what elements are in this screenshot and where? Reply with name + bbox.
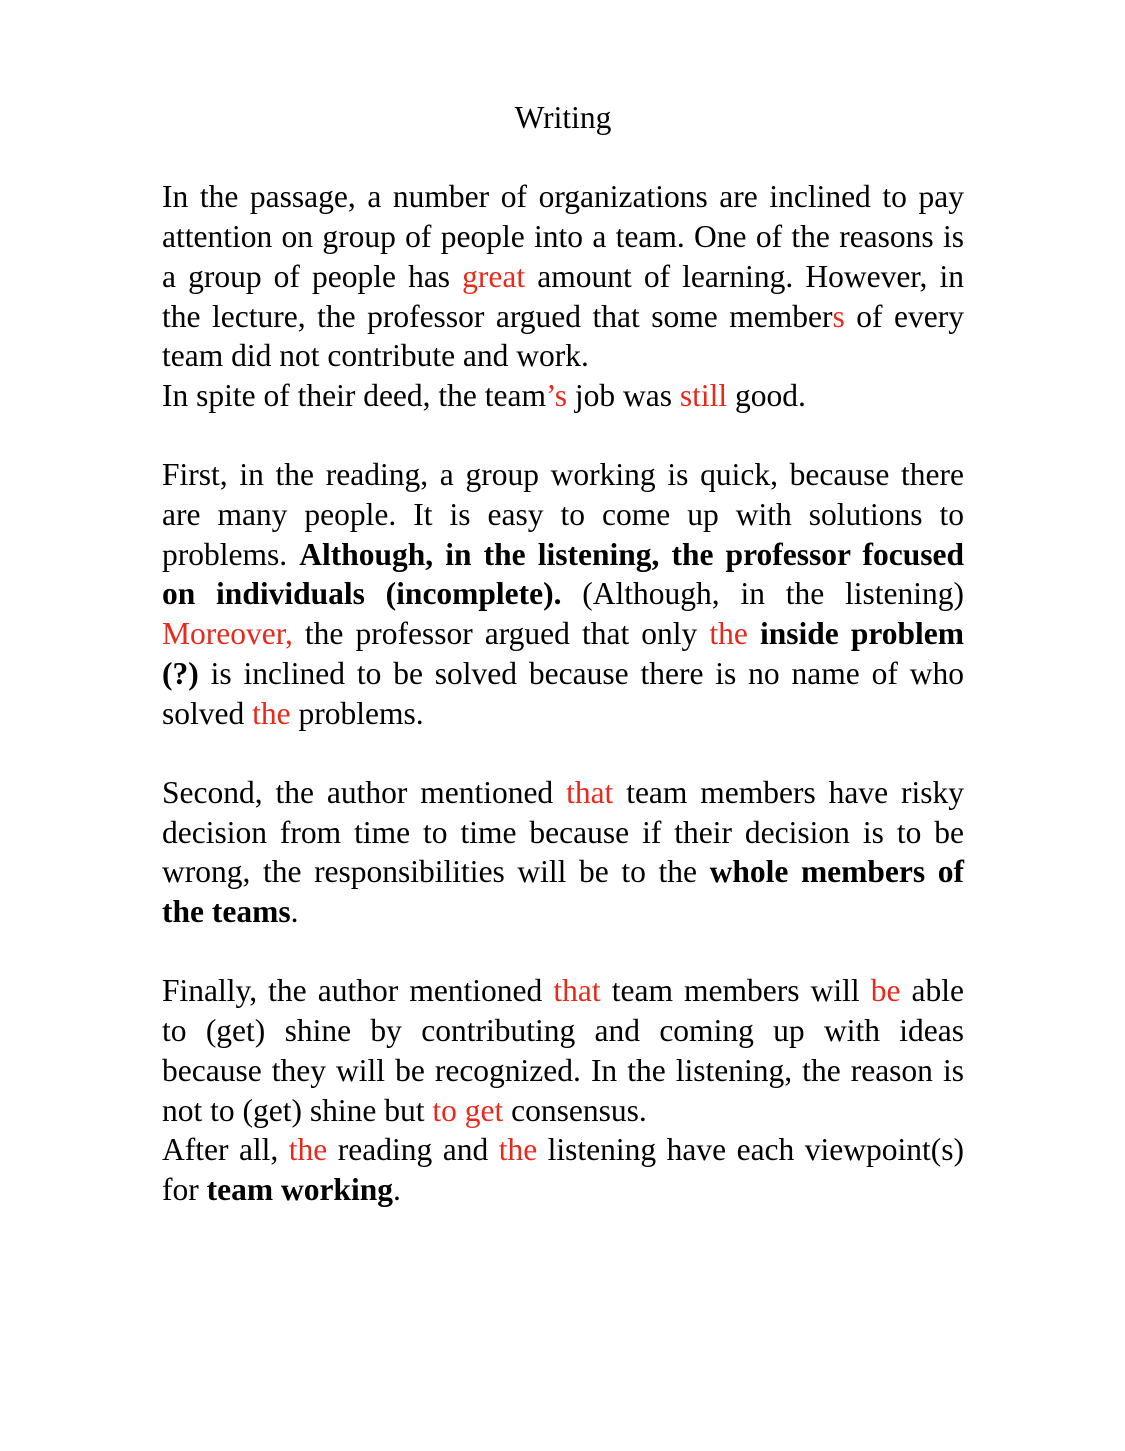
- text-run: In spite of their deed, the team: [162, 377, 546, 413]
- text-run: Second, the author mentioned: [162, 774, 567, 810]
- text-run: team members will: [600, 973, 871, 1009]
- correction-run: s: [832, 298, 845, 334]
- paragraph-gap: [162, 416, 964, 456]
- text-run: consensus.: [503, 1092, 647, 1128]
- text-run: (Although, in the listening): [561, 576, 964, 612]
- text-run: is inclined to be solved because there is no name of who solved: [162, 655, 964, 731]
- text-run: team members have risky decision from time to time because if their decision is to be wrong, the responsibilities will be to the: [162, 774, 964, 890]
- text-run: problems.: [290, 695, 424, 731]
- correction-run: the: [252, 695, 291, 731]
- correction-run: Moreover,: [162, 616, 293, 652]
- bold-run: whole members of the teams: [162, 854, 964, 930]
- paragraph-second: [162, 773, 964, 932]
- correction-run: great: [462, 258, 526, 294]
- text-run: amount of learning. However, in the lecture, the professor argued that some member: [162, 258, 965, 334]
- correction-run: the: [288, 1132, 328, 1168]
- text-run: the professor argued that only: [292, 616, 710, 652]
- text-run: [748, 616, 760, 651]
- text-run: job was: [567, 377, 680, 413]
- document-body: [162, 98, 964, 1210]
- bold-run: team working: [206, 1171, 393, 1207]
- text-run: After all,: [162, 1132, 289, 1168]
- bold-run: Although, in the listening, the professor focused on individuals (incomplete).: [162, 536, 964, 612]
- bold-run: inside problem (?): [162, 616, 965, 691]
- text-run: First, in the reading, a group working is quick, because there are many people. It is easy to come up with solutions to problems.: [162, 457, 964, 572]
- correction-run: be: [870, 973, 901, 1009]
- text-run: reading and: [327, 1132, 499, 1168]
- text-run: good.: [727, 377, 806, 413]
- paragraph-gap: [162, 733, 964, 773]
- text-run: .: [392, 1171, 401, 1207]
- paragraph-gap: [162, 932, 964, 972]
- correction-run: ’s: [545, 377, 567, 413]
- paragraph-conclusion: [162, 1130, 964, 1209]
- text-run: .: [290, 894, 299, 930]
- document-title: Writing: [514, 100, 612, 135]
- text-run: of every team did not contribute and work.: [162, 298, 964, 374]
- paragraph-first: [162, 455, 964, 733]
- text-run: In the passage, a number of organizations are inclined to pay attention on group of people into a team. One of the reasons is a group of people has: [162, 179, 964, 294]
- text-run: listening have each viewpoint(s) for: [162, 1132, 964, 1207]
- paragraph-intro: [162, 177, 964, 376]
- correction-run: the: [709, 616, 748, 652]
- correction-run: that: [553, 973, 601, 1009]
- correction-run: the: [498, 1132, 538, 1168]
- text-run: Finally, the author mentioned: [162, 973, 554, 1009]
- correction-run: to get: [432, 1092, 504, 1128]
- paragraph-intro-continued: [162, 376, 964, 416]
- correction-run: still: [679, 377, 728, 413]
- correction-run: that: [566, 774, 614, 810]
- text-run: able to (get) shine by contributing and coming up with ideas because they will be recognized. In the listening, the reason is not to (get) shine but: [162, 973, 964, 1128]
- paragraph-finally: [162, 971, 964, 1130]
